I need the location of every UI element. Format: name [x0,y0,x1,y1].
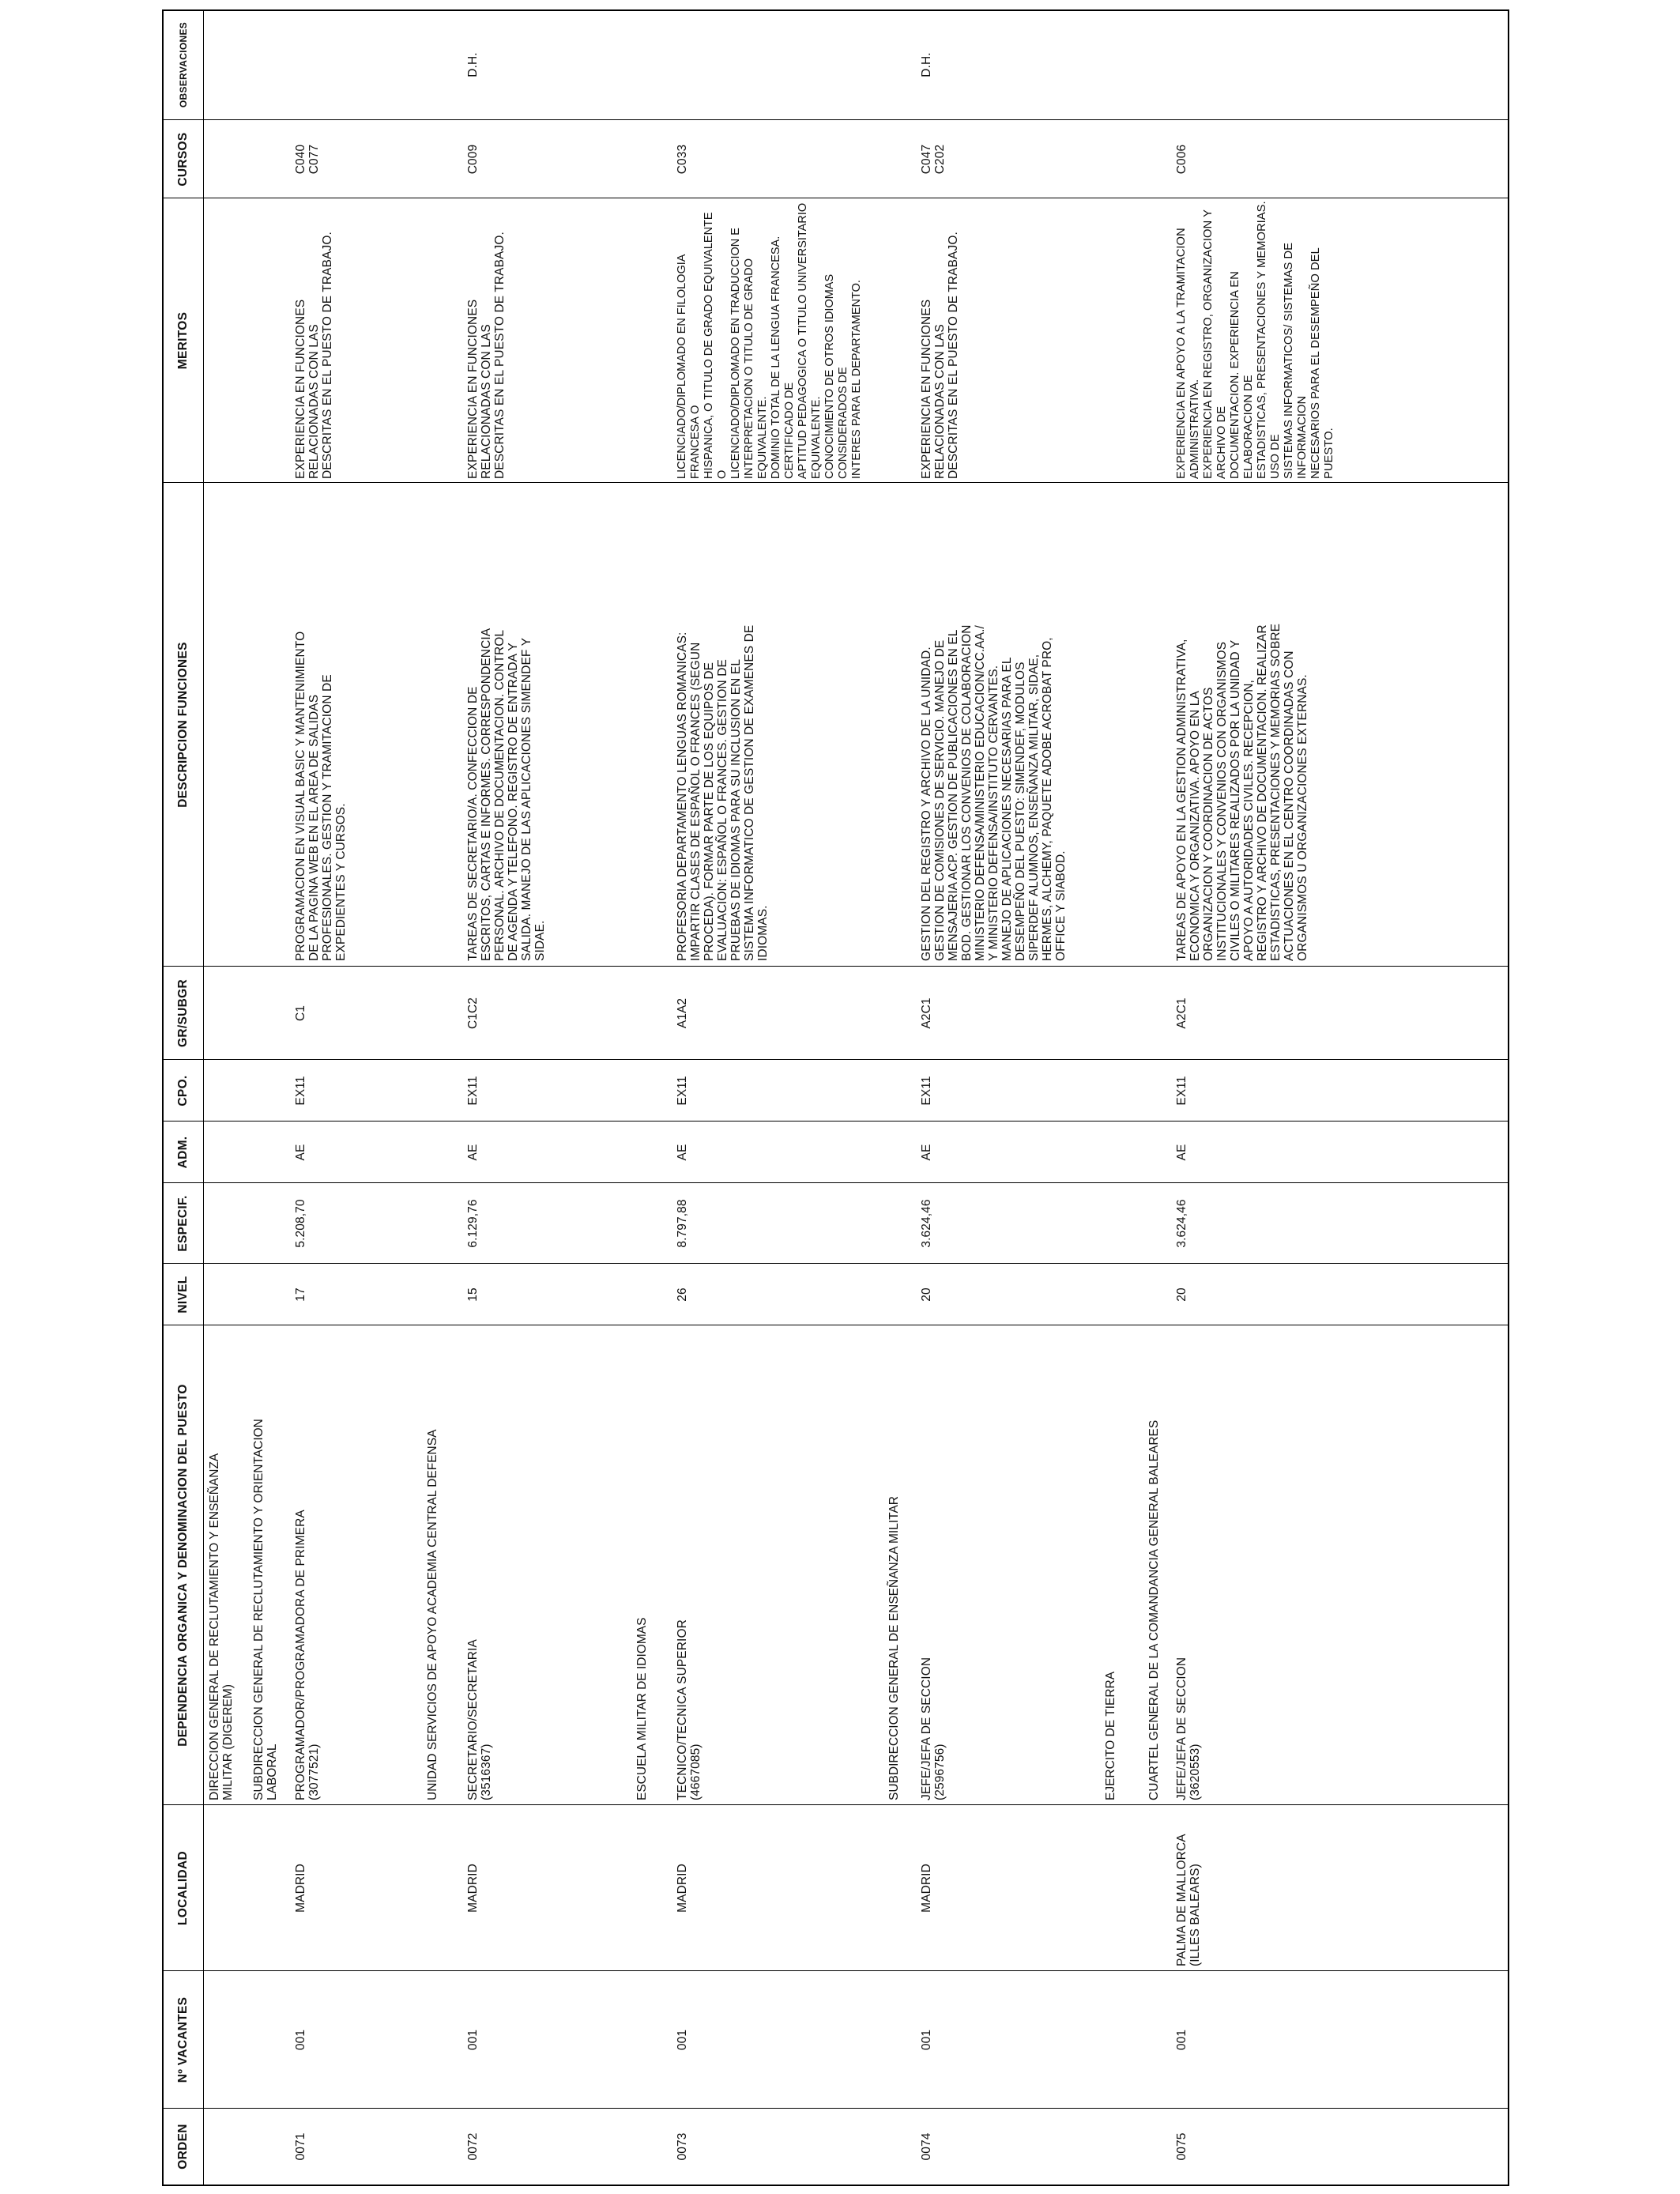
puesto-cell: JEFE/JEFA DE SECCION (3620553) [1175,1657,1202,1800]
orden-cell: 0074 [920,2132,933,2161]
org-heading: CUARTEL GENERAL DE LA COMANDANCIA GENERAL BALEARES [1147,1419,1161,1800]
orden-cell: 0071 [294,2132,307,2161]
especif-cell: 8.797,88 [676,1199,689,1248]
funciones-cell: GESTION DEL REGISTRO Y ARCHIVO DE LA UNIDAD. GESTION DE COMISIONES DE SERVICIO. MANEJO DE MENSAJERIA ACP. GESTION DE PUBLICACIONES EN EL BOD. GESTIONAR LOS CONVENIOS DE COLABORACION MINISTERIO DEFENSA/MINISTERIO EDUCACION/CC.AA./ Y MINISTERIO DEFENSA/INSTITUTO CERVANTES. MANEJO DE APLICACIONES NECESARIAS PARA EL DESEMPEÑO DEL PUESTO: SIMENDEF, MODULOS SIPERDEF ALUMNOS, ENSEÑANZA MILITAR, SIDAE, HERMES, ALCHEMY, PAQUETE ADOBE ACROBAT PRO, OFFICE Y SIABOD. [920,624,1068,961]
header-meritos: MERITOS [176,311,190,370]
cursos-cell: C033 [676,144,689,175]
orden-cell: 0073 [676,2132,689,2161]
meritos-cell: EXPERIENCIA EN FUNCIONES RELACIONADAS CON LAS DESCRITAS EN EL PUESTO DE TRABAJO. [466,232,507,479]
col-divider [164,2108,1508,2109]
vacantes-cell: 001 [466,2029,480,2051]
meritos-cell: EXPERIENCIA EN FUNCIONES RELACIONADAS CON LAS DESCRITAS EN EL PUESTO DE TRABAJO. [920,232,960,479]
localidad-cell: PALMA DE MALLORCA (ILLES BALEARS) [1175,1834,1202,1966]
grsubgr-cell: C1 [294,1005,307,1022]
funciones-cell: PROGRAMACION EN VISUAL BASIC Y MANTENIMIENTO DE LA PAGINA WEB EN EL AREA DE SALIDAS PROFESIONALES. GESTION Y TRAMITACION DE EXPEDIENTES Y CURSOS. [294,631,348,961]
col-divider [164,119,1508,120]
org-heading: ESCUELA MILITAR DE IDIOMAS [635,1617,649,1800]
cpo-cell: EX11 [466,1076,480,1106]
adm-cell: AE [466,1144,480,1161]
col-divider [164,1059,1508,1060]
funciones-cell: TAREAS DE SECRETARIO/A. CONFECCION DE ESCRITOS, CARTAS E INFORMES. CORRESPONDENCIA PERSONAL. ARCHIVO DE DOCUMENTACION. CONTROL DE AGENDA Y TELEFONO. REGISTRO DE ENTRADA Y SALIDA. MANEJO DE LAS APLICACIONES SIMENDEF Y SIDAE. [466,628,547,961]
col-divider [164,1970,1508,1971]
grsubgr-cell: A2C1 [920,997,933,1029]
especif-cell: 6.129,76 [466,1199,480,1248]
col-divider [164,1804,1508,1805]
header-divider [203,11,204,2185]
vacancy-table [162,9,1509,2186]
org-heading: SUBDIRECCION GENERAL DE ENSEÑANZA MILITAR [887,1496,901,1800]
adm-cell: AE [676,1144,689,1161]
org-heading: DIRECCION GENERAL DE RECLUTAMIENTO Y ENSEÑANZA MILITAR (DIGEREM) [208,1453,235,1800]
vacantes-cell: 001 [920,2029,933,2051]
org-heading: UNIDAD SERVICIOS DE APOYO ACADEMIA CENTRAL DEFENSA [426,1429,439,1800]
header-nivel: NIVEL [176,1276,190,1314]
nivel-cell: 15 [466,1287,480,1302]
cursos-cell: C040 C077 [294,144,321,175]
orden-cell: 0075 [1175,2132,1188,2161]
grsubgr-cell: A2C1 [1175,997,1188,1029]
nivel-cell: 17 [294,1287,307,1302]
especif-cell: 3.624,46 [920,1199,933,1248]
header-dependencia: DEPENDENCIA ORGANICA Y DENOMINACION DEL PUESTO [176,1384,190,1747]
cpo-cell: EX11 [676,1076,689,1106]
localidad-cell: MADRID [466,1864,480,1913]
nivel-cell: 20 [920,1287,933,1302]
cpo-cell: EX11 [920,1076,933,1106]
nivel-cell: 20 [1175,1287,1188,1302]
header-cursos: CURSOS [176,132,190,187]
col-divider [164,482,1508,483]
meritos-cell: EXPERIENCIA EN APOYO A LA TRAMITACION ADMINISTRATIVA. EXPERIENCIA EN REGISTRO, ORGANIZACION Y ARCHIVO DE DOCUMENTACION. EXPERIENCIA EN ELABORACION DE ESTADISTICAS, PRESENTACIONES Y MEMORIAS. USO DE SISTEMAS INFORMATICOS/ SISTEMAS DE INFORMACION NECESARIOS PARA EL DESEMPEÑO DEL PUESTO. [1175,201,1335,479]
cpo-cell: EX11 [1175,1076,1188,1106]
puesto-cell: JEFE/JEFA DE SECCION (2596756) [920,1657,947,1800]
grsubgr-cell: C1C2 [466,997,480,1030]
header-grsubgr: GR/SUBGR [176,979,190,1047]
cursos-cell: C047 C202 [920,144,947,175]
especif-cell: 5.208,70 [294,1199,307,1248]
cursos-cell: C006 [1175,144,1188,175]
grsubgr-cell: A1A2 [676,997,689,1029]
col-divider [164,966,1508,967]
observaciones-cell: D.H. [920,52,933,77]
adm-cell: AE [1175,1144,1188,1161]
localidad-cell: MADRID [920,1864,933,1913]
org-heading: SUBDIRECCION GENERAL DE RECLUTAMIENTO Y ORIENTACION LABORAL [252,1419,279,1800]
org-heading: EJERCITO DE TIERRA [1104,1671,1117,1800]
adm-cell: AE [920,1144,933,1161]
localidad-cell: MADRID [676,1864,689,1913]
header-funciones: DESCRIPCION FUNCIONES [176,642,190,808]
vacantes-cell: 001 [294,2029,307,2051]
funciones-cell: TAREAS DE APOYO EN LA GESTION ADMINISTRATIVA, ECONOMICA Y ORGANIZATIVA. APOYO EN LA ORGANIZACION Y COORDINACION DE ACTOS INSTITUCIONALES Y CONVENIOS CON ORGANISMOS CIVILES O MILITARES REALIZADOS POR LA UNIDAD Y APOYO A AUTORIDADES CIVILES. RECEPCION, REGISTRO Y ARCHIVO DE DOCUMENTACION. REALIZAR ESTADISTICAS, PRESENTACIONES Y MEMORIAS SOBRE ACTUACIONES EN EL CENTRO COORDINADAS CON ORGANISMOS U ORGANIZACIONES EXTERNAS. [1175,623,1309,961]
orden-cell: 0072 [466,2132,480,2161]
vacantes-cell: 001 [1175,2029,1188,2051]
meritos-cell: LICENCIADO/DIPLOMADO EN FILOLOGIA FRANCESA O HISPANICA, O TITULO DE GRADO EQUIVALENTE O LICENCIADO/DIPLOMADO EN TRADUCCION E INTERPRETACION O TITULO DE GRADO EQUIVALENTE. DOMINIO TOTAL DE LA LENGUA FRANCESA. CERTIFICADO DE APTITUD PEDAGOGICA O TITULO UNIVERSITARIO EQUIVALENTE. CONOCIMIENTO DE OTROS IDIOMAS CONSIDERADOS DE INTERES PARA EL DEPARTAMENTO. [676,202,863,479]
observaciones-cell: D.H. [466,52,480,77]
vacantes-cell: 001 [676,2029,689,2051]
col-divider [164,1263,1508,1264]
puesto-cell: PROGRAMADOR/PROGRAMADORA DE PRIMERA (3077521) [294,1510,321,1800]
header-localidad: LOCALIDAD [176,1851,190,1925]
header-observaciones: OBSERVACIONES [178,21,189,108]
header-orden: ORDEN [176,2124,190,2169]
funciones-cell: PROFESORIA DEPARTAMENTO LENGUAS ROMANICAS: IMPARTIR CLASES DE ESPAÑOL O FRANCES (SEGUN PROCEDA). FORMAR PARTE DE LOS EQUIPOS DE EVALUACION: ESPAÑOL O FRANCES. GESTION DE PRUEBAS DE IDIOMAS PARA SU INCLUSION EN EL SISTEMA INFORMATICO DE GESTION DE EXAMENES DE IDIOMAS. [676,624,770,961]
col-divider [164,1121,1508,1122]
cursos-cell: C009 [466,144,480,175]
header-cpo: CPO. [176,1075,190,1106]
col-divider [164,1182,1508,1183]
adm-cell: AE [294,1144,307,1161]
header-especif: ESPECIF. [176,1195,190,1252]
especif-cell: 3.624,46 [1175,1199,1188,1248]
puesto-cell: SECRETARIO/SECRETARIA (3516367) [466,1639,493,1800]
nivel-cell: 26 [676,1287,689,1302]
header-adm: ADM. [176,1136,190,1169]
meritos-cell: EXPERIENCIA EN FUNCIONES RELACIONADAS CON LAS DESCRITAS EN EL PUESTO DE TRABAJO. [294,232,334,479]
localidad-cell: MADRID [294,1864,307,1913]
puesto-cell: TECNICO/TECNICA SUPERIOR (4667085) [676,1619,703,1800]
cpo-cell: EX11 [294,1076,307,1106]
header-vacantes: Nº VACANTES [176,1996,190,2083]
